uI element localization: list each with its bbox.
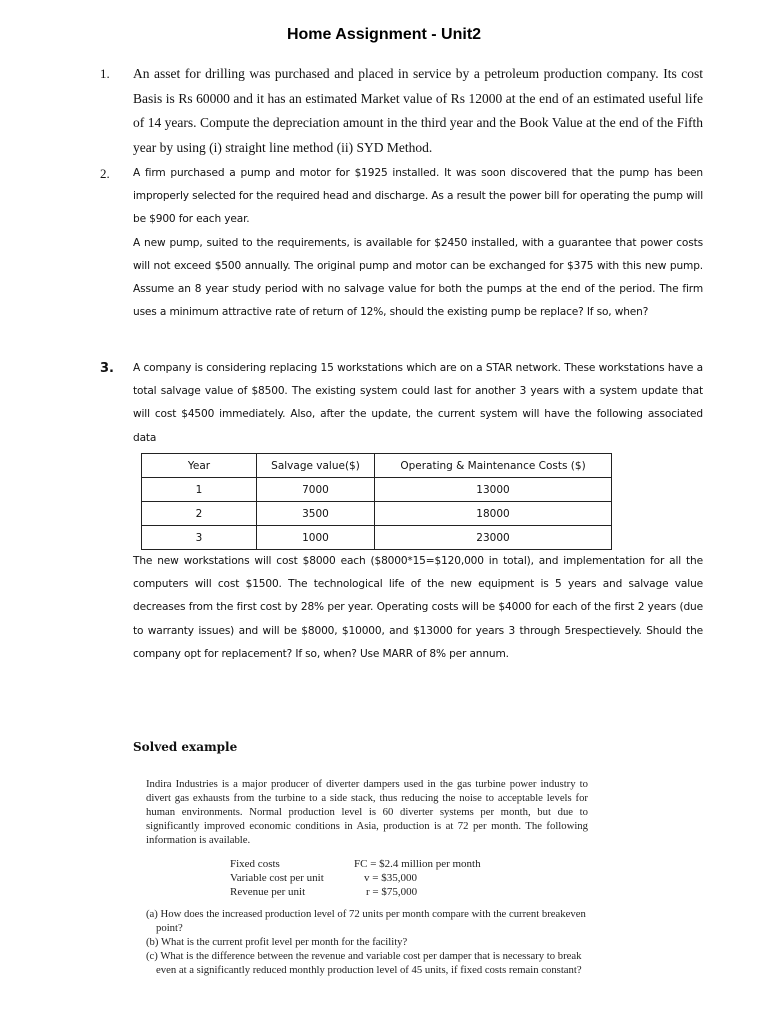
column-header: Year: [142, 454, 257, 478]
cost-row: [230, 857, 530, 871]
table-cell: 18000: [375, 502, 612, 526]
cost-list: [230, 857, 530, 899]
table-cell: 13000: [375, 478, 612, 502]
table-cell: 3500: [257, 502, 375, 526]
cost-label: Fixed costs: [230, 858, 280, 870]
table-cell: 2: [142, 502, 257, 526]
question-number: 2.: [100, 166, 110, 181]
cost-row: [230, 885, 530, 899]
cost-label: Revenue per unit: [230, 886, 306, 898]
question-paragraph-1: A firm purchased a pump and motor for $1925 installed. It was soon discovered that the pump has been improperly selected for the required head and discharge. As a result the power bill for operating the pump will be $900 for each year.: [133, 167, 703, 226]
question-text: An asset for drilling was purchased and placed in service by a petroleum production company. Its cost Basis is Rs 60000 and it has an estimated Market value of Rs 12000 at the end of an estimated useful life of 14 years. Compute the depreciation amount in the third year and the Book Value at the end of the Fifth year by using (i) straight line method (ii) SYD Method.: [133, 66, 703, 155]
cost-row: [230, 871, 530, 885]
page-title: Home Assignment - Unit2: [286, 26, 482, 43]
question-3-continuation: The new workstations will cost $8000 each ($8000*15=$120,000 in total), and implementation for all the computers will cost $1500. The technological life of the new equipment is 5 years and salvage value decreases from the first cost by 28% per year. Operating costs will be $4000 for each of the first 2 years (due to warranty issues) and will be $8000, $10000, and $13000 for years 3 through 5respectievely. Should the company opt for replacement? If so, when? Use MARR of 8% per annum.: [133, 555, 703, 660]
question-number: 1.: [100, 66, 110, 81]
table-cell: 1: [142, 478, 257, 502]
cost-label: Variable cost per unit: [230, 872, 324, 884]
table-cell: 23000: [375, 526, 612, 550]
question-part: (c) What is the difference between the revenue and variable cost per damper that is necessary to break even at a significantly reduced monthly production level of 45 units, if fixed costs remain constant?: [146, 949, 582, 976]
question-text: A company is considering replacing 15 workstations which are on a STAR network. These workstations have a total salvage value of $8500. The existing system could last for another 3 years with a system update that will cost $4500 immediately. Also, after the update, the current system will have the following associated data: [133, 362, 703, 444]
data-table: [141, 453, 612, 550]
question-part: (b) What is the current profit level per month for the facility?: [146, 935, 408, 948]
cost-value: FC = $2.4 million per month: [354, 858, 481, 870]
column-header: Operating & Maintenance Costs ($): [375, 454, 612, 478]
question-number: 3.: [100, 361, 114, 376]
cost-value: r = $75,000: [366, 886, 418, 898]
table-row: [142, 526, 612, 550]
question-part: (a) How does the increased production level of 72 units per month compare with the current breakeven point?: [146, 908, 586, 934]
table-cell: 3: [142, 526, 257, 550]
table-cell: 7000: [257, 478, 375, 502]
question-paragraph-2: A new pump, suited to the requirements, is available for $2450 installed, with a guarantee that power costs will not exceed $500 annually. The original pump and motor can be exchanged for $375 with this new pump. Assume an 8 year study period with no salvage value for both the pumps at the end of the period. The firm uses a minimum attractive rate of return of 12%, should the existing pump be replace? If so, when?: [133, 236, 703, 319]
table-row: [142, 502, 612, 526]
table-cell: 1000: [257, 526, 375, 550]
column-header: Salvage value($): [257, 454, 375, 478]
question-parts: [146, 908, 592, 978]
example-text: Indira Industries is a major producer of diverter dampers used in the gas turbine power industry to divert gas exhausts from the turbine to a side stack, thus reducing the noise to acceptable levels for human environments. Normal production level is 60 diverter systems per month, but due to significantly improved economic conditions in Asia, production is at 72 per month. The following information is available.: [146, 778, 588, 846]
table-row: [142, 478, 612, 502]
section-heading: Solved example: [133, 740, 238, 754]
question-text: [133, 162, 703, 324]
table-header-row: [142, 454, 612, 478]
cost-value: v = $35,000: [364, 872, 417, 884]
